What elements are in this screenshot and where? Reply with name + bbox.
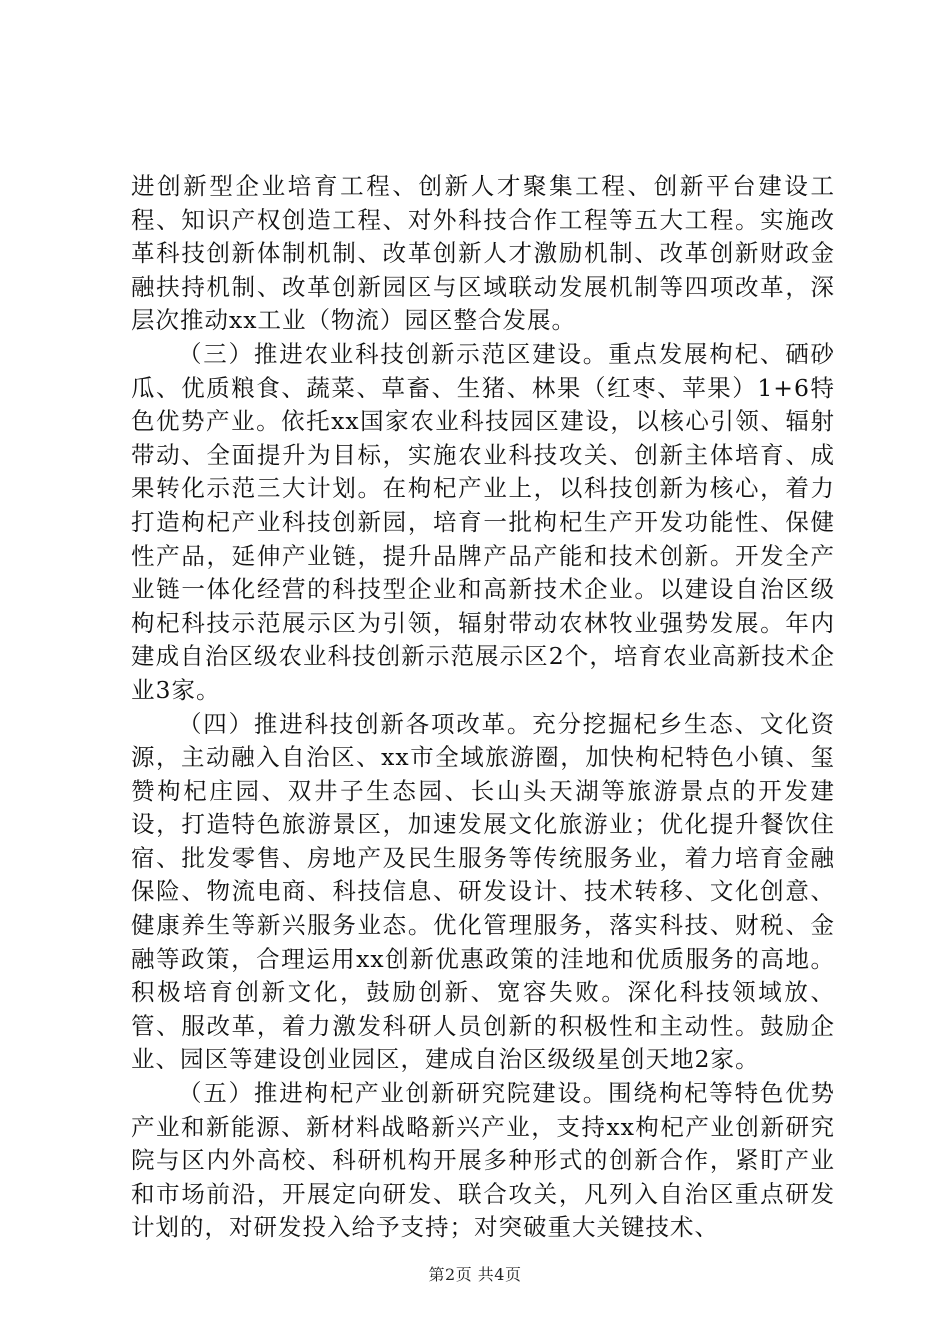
page-number-footer: 第2页 共4页	[428, 1265, 522, 1284]
paragraph-section-3: （三）推进农业科技创新示范区建设。重点发展枸杞、硒砂瓜、优质粮食、蔬菜、草畜、生猪、林果（红枣、苹果）1+6特色优势产业。依托xx国家农业科技园区建设，以核心引领、辐射带动、全面提升为目标，实施农业科技攻关、创新主体培育、成果转化示范三大计划。在枸杞产业上，以科技创新为核心，着力打造枸杞产业科技创新园，培育一批枸杞生产开发功能性、保健性产品，延伸产业链，提升品牌产品产能和技术创新。开发全产业链一体化经营的科技型企业和高新技术企业。以建设自治区级枸杞科技示范展示区为引领，辐射带动农林牧业强势发展。年内建成自治区级农业科技创新示范展示区2个，培育农业高新技术企业3家。	[131, 339, 835, 704]
paragraph-continuation: 进创新型企业培育工程、创新人才聚集工程、创新平台建设工程、知识产权创造工程、对外科技合作工程等五大工程。实施改革科技创新体制机制、改革创新人才激励机制、改革创新财政金融扶持机制、改革创新园区与区域联动发展机制等四项改革，深层次推动xx工业（物流）园区整合发展。	[131, 172, 835, 335]
paragraph-section-5: （五）推进枸杞产业创新研究院建设。围绕枸杞等特色优势产业和新能源、新材料战略新兴产业，支持xx枸杞产业创新研究院与区内外高校、科研机构开展多种形式的创新合作，紧盯产业和市场前沿，开展定向研发、联合攻关，凡列入自治区重点研发计划的，对研发投入给予支持；对突破重大关键技术、	[131, 1079, 835, 1242]
document-body	[131, 170, 835, 1245]
paragraph-section-4: （四）推进科技创新各项改革。充分挖掘杞乡生态、文化资源，主动融入自治区、xx市全域旅游圈，加快枸杞特色小镇、玺赞枸杞庄园、双井子生态园、长山头天湖等旅游景点的开发建设，打造特色旅游景区，加速发展文化旅游业；优化提升餐饮住宿、批发零售、房地产及民生服务等传统服务业，着力培育金融保险、物流电商、科技信息、研发设计、技术转移、文化创意、健康养生等新兴服务业态。优化管理服务，落实科技、财税、金融等政策，合理运用xx创新优惠政策的洼地和优质服务的高地。积极培育创新文化，鼓励创新、宽容失败。深化科技领域放、管、服改革，着力激发科研人员创新的积极性和主动性。鼓励企业、园区等建设创业园区，建成自治区级级星创天地2家。	[131, 709, 835, 1074]
